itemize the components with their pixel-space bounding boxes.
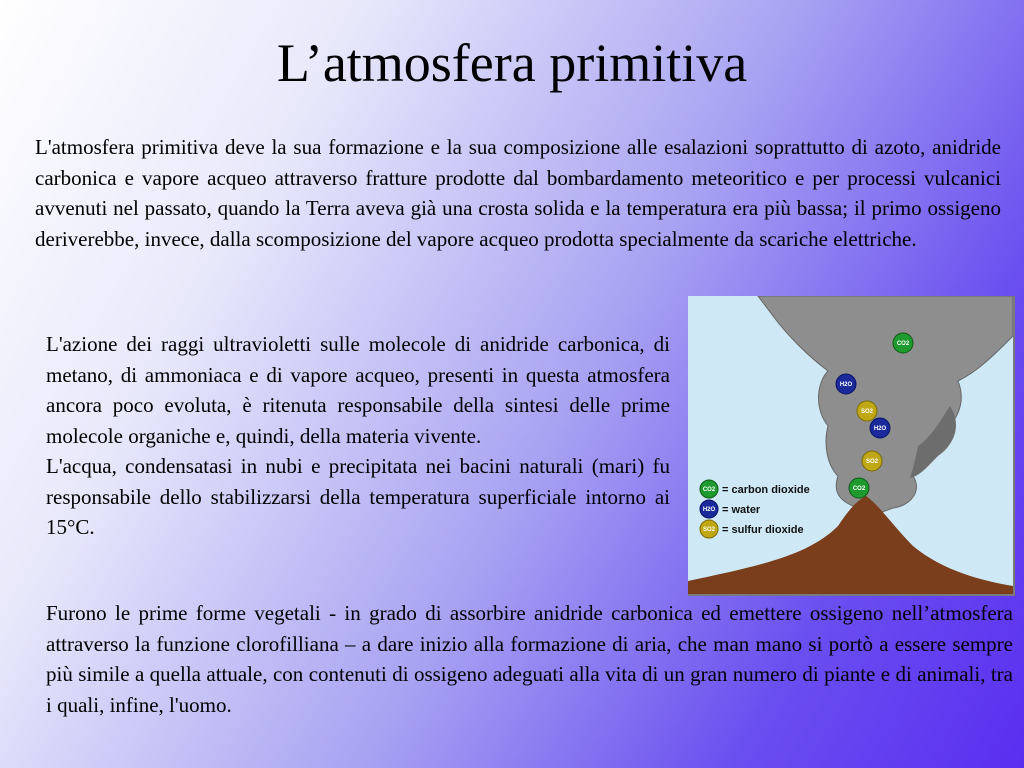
molecule-label: H2O — [873, 426, 887, 432]
molecule-h2o-1 — [836, 374, 856, 394]
legend-symbol: CO2 — [702, 487, 716, 493]
molecule-label: SO2 — [865, 459, 879, 465]
legend-label: = water — [722, 504, 761, 516]
molecule-co2-top — [893, 333, 913, 353]
paragraph-ultraviolet — [46, 329, 670, 543]
legend-sulfur-dioxide — [700, 520, 804, 538]
paragraph-intro: L'atmosfera primitiva deve la sua formazione e la sua composizione alle esalazioni soprattutto di azoto, anidride carbonica e vapore acqueo attraverso fratture prodotte dal bombardamento meteoritico e per processi vulcanici avvenuti nel passato, quando la Terra aveva già una crosta solida e la temperatura era più bassa; il primo ossigeno deriverebbe, invece, dalla scomposizione del vapore acqueo prodotta specialmente da scariche elettriche. — [35, 135, 1001, 251]
molecule-label: H2O — [839, 382, 853, 388]
paragraph-plants: Furono le prime forme vegetali - in grado di assorbire anidride carbonica ed emettere ossigeno nell’atmosfera attraverso la funzione clorofilliana – a dare inizio alla formazione di aria, che man mano si portò a essere sempre più simile a quella attuale, con contenuti di ossigeno adeguati alla vita di un gran numero di piante e di animali, tra i quali, infine, l'uomo. — [46, 601, 1013, 717]
volcano-illustration — [688, 296, 1013, 594]
molecule-h2o-2 — [870, 418, 890, 438]
molecule-so2-1 — [857, 401, 877, 421]
paragraph-water-text: L'acqua, condensatasi in nubi e precipitata nei bacini naturali (mari) fu responsabile dello stabilizzarsi della temperatura superficiale intorno ai 15°C. — [46, 454, 670, 539]
molecule-so2-2 — [862, 451, 882, 471]
molecule-label: SO2 — [860, 409, 874, 415]
legend-water — [700, 500, 761, 518]
legend-carbon-dioxide — [700, 480, 810, 498]
legend-label: = sulfur dioxide — [722, 524, 804, 536]
legend-symbol: SO2 — [702, 527, 716, 533]
molecule-label: CO2 — [896, 341, 910, 347]
legend-symbol: H2O — [702, 507, 716, 513]
paragraph-ultraviolet-text: L'azione dei raggi ultravioletti sulle molecole di anidride carbonica, di metano, di ammoniaca e di vapore acqueo, presenti in questa atmosfera ancora poco evoluta, è ritenuta responsabile della sintesi delle prime molecole organiche e, quindi, della materia vivente. — [46, 332, 670, 448]
volcano-diagram — [688, 296, 1015, 596]
legend-label: = carbon dioxide — [722, 484, 810, 496]
molecule-label: CO2 — [852, 486, 866, 492]
molecule-co2-bottom — [849, 478, 869, 498]
slide-title: L’atmosfera primitiva — [276, 33, 748, 93]
